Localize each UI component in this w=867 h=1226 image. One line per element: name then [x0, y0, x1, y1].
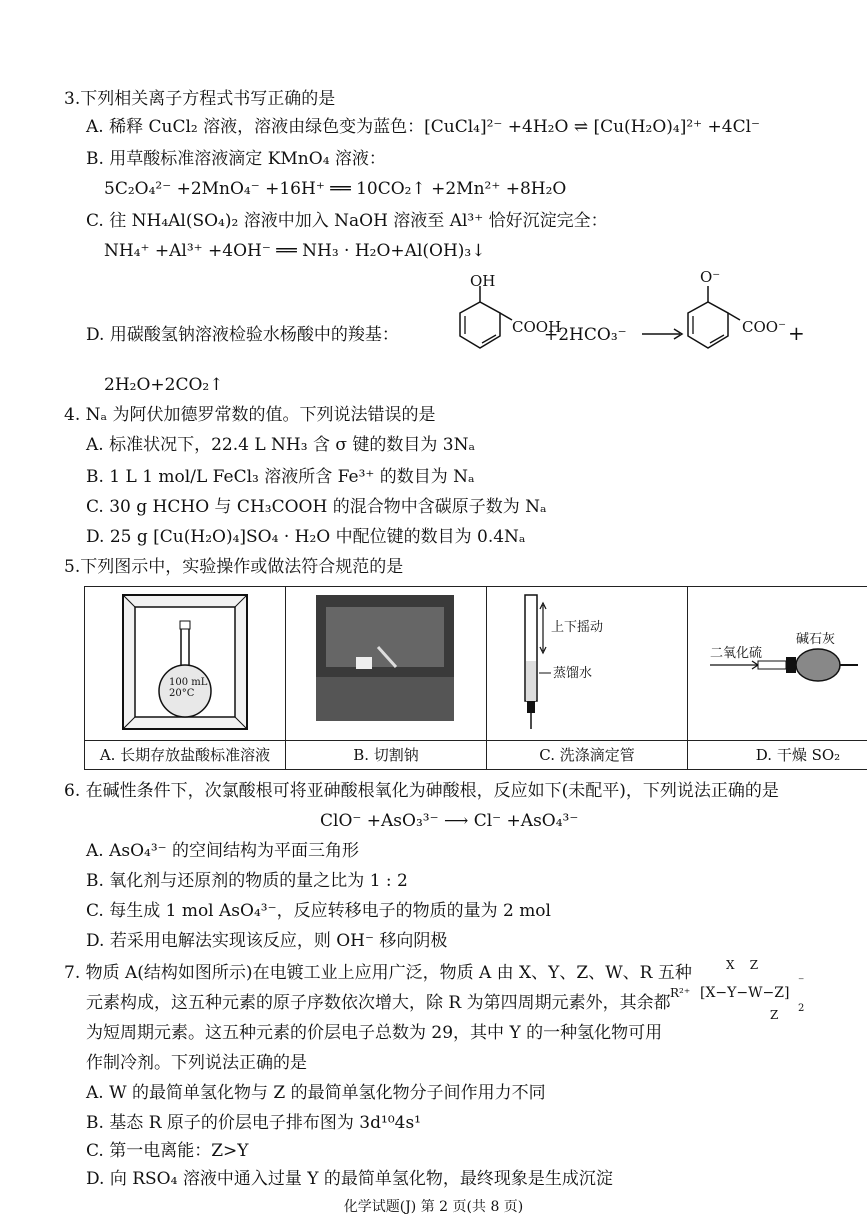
q3-option-b: B. 用草酸标准溶液滴定 KMnO₄ 溶液： — [86, 149, 386, 169]
q7-structure-bottom: Z — [770, 1008, 779, 1022]
q7-structure-subscript: 2 — [798, 1003, 805, 1014]
q3-option-a: A. 稀释 CuCl₂ 溶液，溶液由绿色变为蓝色：[CuCl₄]²⁻ +4H₂O ⇌ [Cu(H₂O)₄]²⁺ +4Cl⁻ — [86, 117, 761, 137]
burette-image — [487, 587, 687, 735]
q6-option-a: A. AsO₄³⁻ 的空间结构为平面三角形 — [86, 841, 360, 861]
q6-option-b: B. 氧化剂与还原剂的物质的量之比为 1 : 2 — [86, 871, 408, 891]
distilled-water-label: 蒸馏水 — [553, 666, 593, 681]
q7-structure — [670, 958, 850, 1028]
q5-caption-a: A. 长期存放盐酸标准溶液 — [85, 741, 286, 770]
salicylate-coo-label: COO⁻ — [742, 318, 786, 336]
q5-figure-b — [286, 587, 487, 741]
q7-option-c: C. 第一电离能：Z>Y — [86, 1141, 249, 1161]
q4-option-d: D. 25 g [Cu(H₂O)₄]SO₄ · H₂O 中配位键的数目为 0.4Nₐ — [86, 527, 526, 547]
q7-structure-charge: ⁻ — [798, 974, 805, 988]
q6-option-c: C. 每生成 1 mol AsO₄³⁻，反应转移电子的物质的量为 2 mol — [86, 901, 551, 921]
q7-line-4: 作制冷剂。下列说法正确的是 — [86, 1053, 307, 1073]
q4-option-a: A. 标准状况下，22.4 L NH₃ 含 σ 键的数目为 3Nₐ — [86, 435, 476, 455]
q7-option-b: B. 基态 R 原子的价层电子排布图为 3d¹⁰4s¹ — [86, 1113, 421, 1133]
q5-caption-c: C. 洗涤滴定管 — [487, 741, 688, 770]
q5-stem: 5.下列图示中，实验操作或做法符合规范的是 — [64, 557, 404, 577]
flask-label: 100 mL 20°C — [169, 677, 208, 699]
q7-line-3: 为短周期元素。这五种元素的价层电子总数为 29，其中 Y 的一种氢化物可用 — [86, 1023, 663, 1043]
q7-option-a: A. W 的最简单氢化物与 Z 的最简单氢化物分子间作用力不同 — [86, 1083, 546, 1103]
so2-label: 二氧化硫 — [710, 646, 763, 661]
q7-structure-anion: [X−Y−W−Z] — [700, 985, 790, 1001]
shake-label: 上下摇动 — [551, 620, 604, 635]
q3-option-c: C. 往 NH₄Al(SO₄)₂ 溶液中加入 NaOH 溶液至 Al³⁺ 恰好沉淀完全： — [86, 211, 608, 231]
q5-caption-d: D. 干燥 SO₂ — [688, 741, 867, 770]
q7-option-d: D. 向 RSO₄ 溶液中通入过量 Y 的最简单氢化物，最终现象是生成沉淀 — [86, 1169, 613, 1189]
q4-option-b: B. 1 L 1 mol/L FeCl₃ 溶液所含 Fe³⁺ 的数目为 Nₐ — [86, 467, 475, 487]
q4-option-c: C. 30 g HCHO 与 CH₃COOH 的混合物中含碳原子数为 Nₐ — [86, 497, 547, 517]
q6-option-d: D. 若采用电解法实现该反应，则 OH⁻ 移向阴极 — [86, 931, 448, 951]
q6-stem: 6. 在碱性条件下，次氯酸根可将亚砷酸根氧化为砷酸根，反应如下(未配平)，下列说法正确的是 — [64, 781, 779, 801]
q5-caption-b: B. 切割钠 — [286, 741, 487, 770]
cutting-sodium-photo — [286, 587, 486, 735]
q7-structure-cation: R²⁺ — [670, 986, 691, 1000]
soda-lime-label: 碱石灰 — [796, 632, 836, 647]
q6-equation: ClO⁻ +AsO₃³⁻ ⟶ Cl⁻ +AsO₄³⁻ — [320, 811, 579, 831]
q7-structure-top: X Z — [726, 958, 759, 972]
salicylate-o-label: O⁻ — [700, 268, 721, 286]
q3-option-d: D. 用碳酸氢钠溶液检验水杨酸中的羧基： — [86, 325, 399, 345]
q5-figure-a — [85, 587, 286, 741]
q3-d-bicarbonate: +2HCO₃⁻ — [544, 325, 627, 345]
q7-line-1: 7. 物质 A(结构如图所示)在电镀工业上应用广泛，物质 A 由 X、Y、Z、W、R 五种 — [64, 963, 692, 983]
q5-figure-c — [487, 587, 688, 741]
volumetric-flask-cabinet-image — [85, 587, 285, 735]
page-footer: 化学试题(J) 第 2 页(共 8 页) — [343, 1199, 524, 1215]
q7-line-2: 元素构成，这五种元素的原子序数依次增大，除 R 为第四周期元素外，其余都 — [86, 993, 671, 1013]
q4-stem: 4. Nₐ 为阿伏加德罗常数的值。下列说法错误的是 — [64, 405, 436, 425]
q3-d-tail: 2H₂O+2CO₂↑ — [104, 375, 224, 395]
q3-stem: 3.下列相关离子方程式书写正确的是 — [64, 89, 336, 109]
q3-option-b-equation: 5C₂O₄²⁻ +2MnO₄⁻ +16H⁺ ══ 10CO₂↑ +2Mn²⁺ +8H₂O — [104, 179, 567, 199]
salicylic-oh-label: OH — [470, 272, 496, 290]
q3-option-c-equation: NH₄⁺ +Al³⁺ +4OH⁻ ══ NH₃ · H₂O+Al(OH)₃↓ — [104, 241, 486, 261]
salicylic-cooh-label: COOH — [512, 318, 562, 336]
q5-figure-d — [688, 587, 867, 741]
q5-figure-table — [84, 586, 867, 770]
q3-d-plus: + — [788, 321, 805, 345]
